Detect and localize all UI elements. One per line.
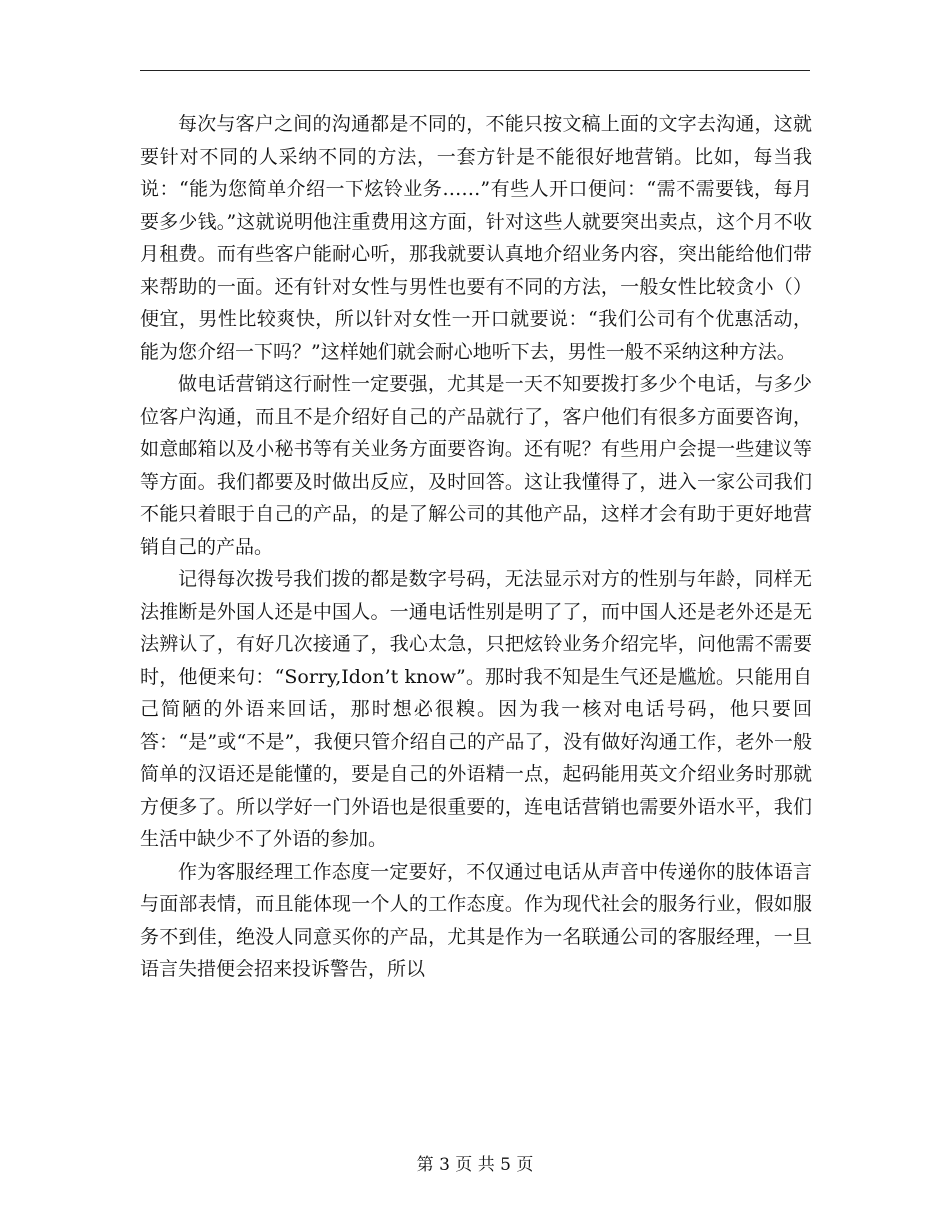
paragraph-communication-methods: 每次与客户之间的沟通都是不同的，不能只按文稿上面的文字去沟通，这就要针对不同的人采纳不同的方法，一套方针是不能很好地营销。比如，每当我说：“能为您简单介绍一下炫铃业务……”有些人开口便问：“需不需要钱，每月要多少钱。”这就说明他注重费用这方面，针对这些人就要突出卖点，这个月不收月租费。而有些客户能耐心听，那我就要认真地介绍业务内容，突出能给他们带来帮助的一面。还有针对女性与男性也要有不同的方法，一般女性比较贪小（）便宜，男性比较爽快，所以针对女性一开口就要说：“我们公司有个优惠活动，能为您介绍一下吗？”这样她们就会耐心地听下去，男性一般不采纳这种方法。 [140, 113, 812, 363]
document-body [140, 108, 812, 986]
header-rule [140, 70, 810, 71]
paragraph-foreign-language: 记得每次拨号我们拨的都是数字号码，无法显示对方的性别与年龄，同样无法推断是外国人还是中国人。一通电话性别是明了了，而中国人还是老外还是无法辨认了，有好几次接通了，我心太急，只把炫铃业务介绍完毕，问他需不需要时，他便来句：“Sorry,Idon’t know”。那时我不知是生气还是尴尬。只能用自己简陋的外语来回话，那时想必很糗。因为我一核对电话号码，他只要回答：“是”或“不是”，我便只管介绍自己的产品了，没有做好沟通工作，老外一般简单的汉语还是能懂的，要是自己的外语精一点，起码能用英文介绍业务时那就方便多了。所以学好一门外语也是很重要的，连电话营销也需要外语水平，我们生活中缺少不了外语的参加。 [140, 568, 812, 850]
paragraph-patience: 做电话营销这行耐性一定要强，尤其是一天不知要拨打多少个电话，与多少位客户沟通，而且不是介绍好自己的产品就行了，客户他们有很多方面要咨询，如意邮箱以及小秘书等有关业务方面要咨询。还有呢？有些用户会提一些建议等等方面。我们都要及时做出反应，及时回答。这让我懂得了，进入一家公司我们不能只着眼于自己的产品，的是了解公司的其他产品，这样才会有助于更好地营销自己的产品。 [140, 373, 812, 558]
paragraph-service-attitude: 作为客服经理工作态度一定要好，不仅通过电话从声音中传递你的肢体语言与面部表情，而且能体现一个人的工作态度。作为现代社会的服务行业，假如服务不到佳，绝没人同意买你的产品，尤其是作为一名联通公司的客服经理，一旦语言失措便会招来投诉警告，所以 [140, 860, 812, 980]
page-number: 第 3 页 共 5 页 [416, 1155, 534, 1175]
